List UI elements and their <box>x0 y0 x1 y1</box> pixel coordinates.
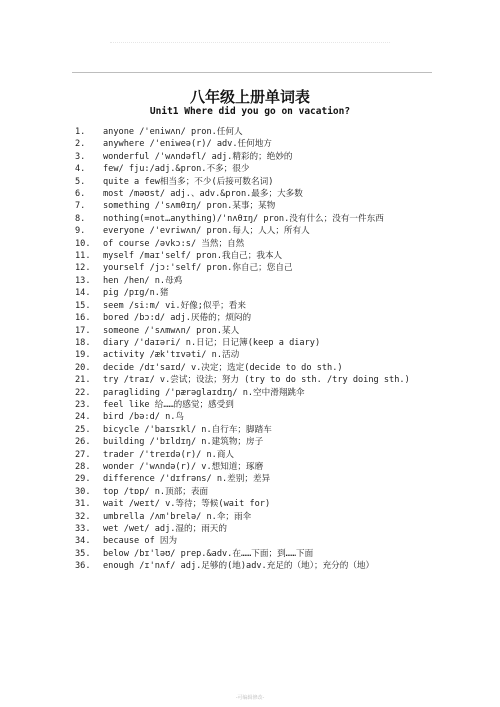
entry-text: few/ fju:/adj.&pron.不多；很少 <box>103 164 250 175</box>
word-entry <box>75 374 435 386</box>
entry-text: wet /wet/ adj.湿的；雨天的 <box>103 524 227 534</box>
word-entry <box>75 287 435 299</box>
entry-text: difference /'dɪfrəns/ n.差别；差异 <box>103 474 271 485</box>
entry-number: 2. <box>75 139 86 150</box>
entry-text: trader /'treɪdə(r)/ n.商人 <box>103 449 235 460</box>
entry-text: bird /bə:d/ n.鸟 <box>103 412 185 423</box>
entry-number: 8. <box>75 213 86 224</box>
entry-text: most /məʊst/ adj.、adv.&pron.最多；大多数 <box>103 189 303 200</box>
word-entry <box>75 176 435 188</box>
entry-number: 11. <box>75 251 91 262</box>
entry-text: something /'sʌmθɪŋ/ pron.某事；某物 <box>103 201 276 212</box>
entry-number: 4. <box>75 164 86 175</box>
entry-number: 9. <box>75 226 86 237</box>
entry-number: 7. <box>75 201 86 212</box>
entry-number: 23. <box>75 399 91 410</box>
footer-note: -可编辑修改- <box>235 695 265 701</box>
entry-number: 28. <box>75 461 91 472</box>
entry-number: 30. <box>75 486 91 497</box>
entry-number: 14. <box>75 288 91 299</box>
entry-text: wonder /'wʌndə(r)/ v.想知道；琢磨 <box>103 461 264 472</box>
word-entry <box>75 138 435 150</box>
word-entry <box>75 436 435 448</box>
entry-text: paragliding /'pærəglaɪdɪŋ/ n.空中滑翔跳伞 <box>103 387 305 398</box>
entry-number: 3. <box>75 151 86 162</box>
word-entry <box>75 535 435 547</box>
entry-number: 6. <box>75 189 86 200</box>
word-entry <box>75 250 435 262</box>
entry-number: 21. <box>75 375 91 386</box>
entry-text: quite a few相当多；不少(后接可数名词) <box>103 176 274 187</box>
entry-text: seem /si:m/ vi.好像;似乎；看来 <box>103 300 246 311</box>
entry-text: top /tɒp/ n.顶部；表面 <box>103 486 209 497</box>
word-entry <box>75 238 435 250</box>
entry-text: building /'bɪldɪŋ/ n.建筑物；房子 <box>103 437 264 448</box>
word-entry <box>75 399 435 411</box>
entry-text: because of 因为 <box>103 536 178 547</box>
entry-number: 34. <box>75 536 91 547</box>
word-entry <box>75 349 435 361</box>
entry-text: pig /pɪg/n.猪 <box>103 288 169 299</box>
word-entry <box>75 449 435 461</box>
entry-number: 36. <box>75 561 91 572</box>
word-entry <box>75 511 435 523</box>
page-title: 八年级上册单词表 <box>189 88 310 106</box>
entry-text: feel like 给……的感觉；感受到 <box>103 399 234 410</box>
word-entry <box>75 225 435 237</box>
entry-number: 26. <box>75 437 91 448</box>
header-faint-rule <box>110 42 390 43</box>
word-entry <box>75 461 435 473</box>
word-list <box>75 126 435 573</box>
word-entry <box>75 337 435 349</box>
entry-number: 24. <box>75 412 91 423</box>
entry-number: 19. <box>75 350 91 361</box>
entry-text: anywhere /'eniweə(r)/ adv.任何地方 <box>103 139 272 150</box>
entry-text: wait /weɪt/ v.等待；等候(wait for) <box>103 499 271 510</box>
entry-number: 31. <box>75 499 91 510</box>
entry-text: diary /'daɪəri/ n.日记；日记簿(keep a diary) <box>103 337 321 348</box>
entry-text: umbrella /ʌm'brelə/ n.伞；雨伞 <box>103 511 252 522</box>
entry-text: anyone /'eniwʌn/ pron.任何人 <box>103 127 243 137</box>
entry-number: 20. <box>75 362 91 373</box>
entry-number: 32. <box>75 511 91 522</box>
entry-text: bored /bɔ:d/ adj.厌倦的；烦闷的 <box>103 313 252 324</box>
word-entry <box>75 411 435 423</box>
entry-number: 25. <box>75 424 91 435</box>
entry-number: 10. <box>75 238 91 249</box>
entry-number: 1. <box>75 127 86 137</box>
word-entry <box>75 188 435 200</box>
entry-text: of course /əvkɔ:s/ 当然；自然 <box>103 238 245 249</box>
entry-number: 15. <box>75 300 91 311</box>
entry-number: 29. <box>75 474 91 485</box>
word-entry <box>75 473 435 485</box>
word-entry <box>75 262 435 274</box>
header-rule <box>72 72 432 73</box>
word-entry <box>75 200 435 212</box>
entry-text: nothing(=not…anything)/'nʌθɪŋ/ pron.没有什么；没有一件东西 <box>103 213 384 224</box>
word-entry <box>75 560 435 572</box>
entry-number: 35. <box>75 548 91 559</box>
entry-text: bicycle /'baɪsɪkl/ n.自行车；脚踏车 <box>103 424 272 435</box>
entry-text: hen /hen/ n.母鸡 <box>103 275 183 286</box>
entry-text: someone /'sʌmwʌn/ pron.某人 <box>103 325 240 336</box>
entry-text: enough /ɪ'nʌf/ adj.足够的(地)adv.充足的（地）；充分的（地） <box>103 561 375 572</box>
entry-text: activity /æk'tɪvəti/ n.活动 <box>103 350 240 361</box>
entry-text: yourself /jɔ:'self/ pron.你自己；您自己 <box>103 263 293 274</box>
entry-text: below /bɪ'ləʊ/ prep.&adv.在……下面；到……下面 <box>103 548 314 559</box>
word-entry <box>75 548 435 560</box>
word-entry <box>75 312 435 324</box>
word-entry <box>75 213 435 225</box>
word-entry <box>75 498 435 510</box>
word-entry <box>75 325 435 337</box>
entry-text: decide /dɪ'saɪd/ v.决定；选定(decide to do sth.) <box>103 362 343 373</box>
word-entry <box>75 300 435 312</box>
word-entry <box>75 126 435 138</box>
word-entry <box>75 387 435 399</box>
entry-number: 18. <box>75 337 91 348</box>
word-entry <box>75 523 435 535</box>
word-entry <box>75 151 435 163</box>
entry-number: 17. <box>75 325 91 336</box>
word-entry <box>75 163 435 175</box>
entry-number: 33. <box>75 524 91 534</box>
word-entry <box>75 275 435 287</box>
entry-number: 22. <box>75 387 91 398</box>
entry-text: everyone /'evriwʌn/ pron.每人；人人；所有人 <box>103 226 310 237</box>
word-entry <box>75 486 435 498</box>
entry-text: myself /maɪ'self/ pron.我自己；我本人 <box>103 251 283 262</box>
entry-text: wonderful /'wʌndəfl/ adj.精彩的；绝妙的 <box>103 151 293 162</box>
entry-number: 13. <box>75 275 91 286</box>
entry-number: 27. <box>75 449 91 460</box>
entry-number: 5. <box>75 176 86 187</box>
word-entry <box>75 424 435 436</box>
unit-subtitle: Unit1 Where did you go on vacation? <box>149 106 351 117</box>
word-entry <box>75 362 435 374</box>
entry-number: 16. <box>75 313 91 324</box>
entry-text: try /traɪ/ v.尝试；设法；努力 (try to do sth. /try doing sth.) <box>103 375 410 386</box>
entry-number: 12. <box>75 263 91 274</box>
